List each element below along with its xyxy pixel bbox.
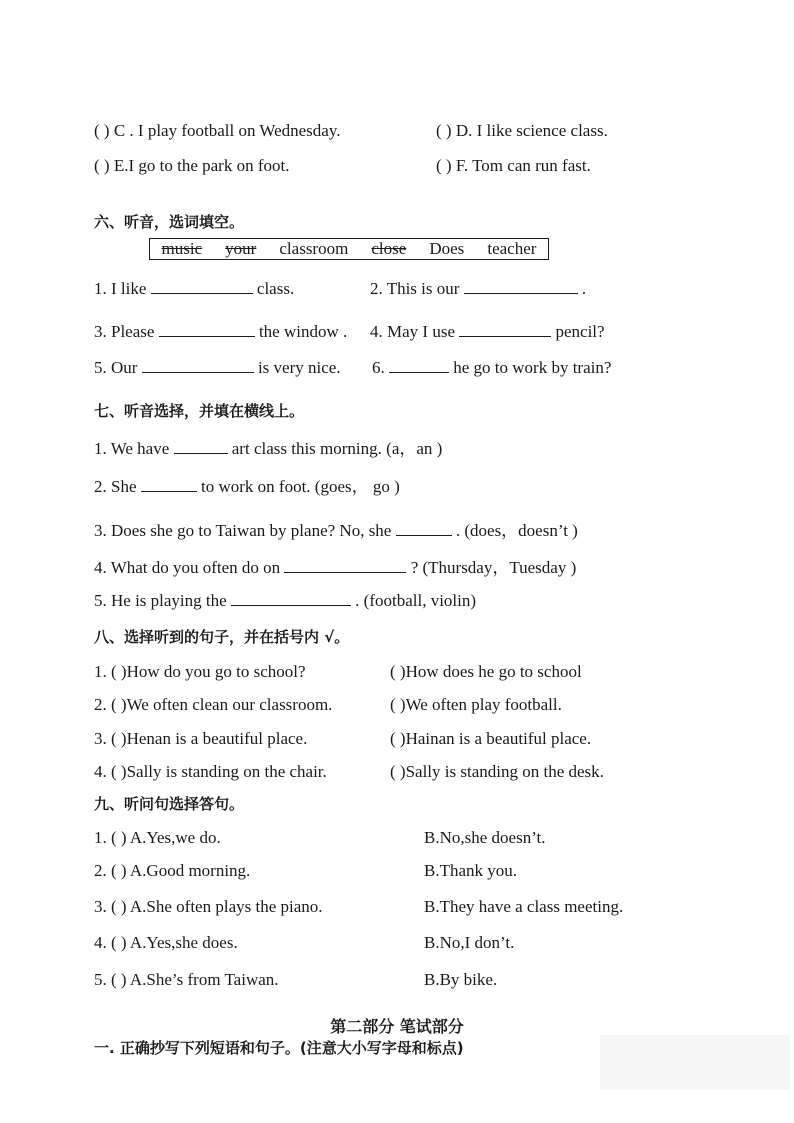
section-8-heading: 八、选择听到的句子，并在括号内 √。 [94,628,350,646]
s6-q5-text-a: 5. Our [94,358,138,377]
answer-blank[interactable] [231,591,351,606]
s6-q3-text-b: the window . [258,322,348,341]
option-c: ( ) C . I play football on Wednesday. [94,121,341,140]
s7-q2-text-b: to work on foot. (goes， go ) [201,477,400,496]
s7-question-4 [94,558,576,578]
answer-blank[interactable] [142,358,254,373]
s6-question-4 [370,322,605,342]
s6-q2-text-a: 2. This is our [370,279,460,298]
answer-blank[interactable] [151,279,253,294]
s9-row-4-b: B.No,I don’t. [424,933,515,952]
s6-q5-text-b: is very nice. [257,358,341,377]
s6-q3-text-a: 3. Please [94,322,155,341]
answer-blank[interactable] [159,322,255,337]
answer-blank[interactable] [459,322,551,337]
s6-q4-text-a: 4. May I use [370,322,455,341]
s7-q2-text-a: 2. She [94,477,137,496]
s8-row-1-a: 1. ( )How do you go to school? [94,662,306,681]
word-bank [149,238,549,260]
answer-blank[interactable] [464,279,578,294]
section-6-heading: 六、听音，选词填空。 [94,213,245,231]
word-does: Does [429,239,465,258]
s7-question-1 [94,439,442,459]
s7-q4-text-a: 4. What do you often do on [94,558,281,577]
s8-row-2-a: 2. ( )We often clean our classroom. [94,695,333,714]
s8-row-1-b: ( )How does he go to school [390,662,582,681]
s7-q1-text-a: 1. We have [94,439,170,458]
scan-shadow [600,1035,790,1090]
s6-q6-text-a: 6. [372,358,385,377]
s6-q1-text-b: class. [256,279,295,298]
s7-q4-text-b: ? (Thursday，Tuesday ) [410,558,577,577]
s6-question-2 [370,279,586,299]
section-9-heading: 九、听问句选择答句。 [94,795,245,813]
answer-blank[interactable] [141,477,197,492]
s9-row-2-a: 2. ( ) A.Good morning. [94,861,251,880]
s7-q3-text-b: . (does，doesn’t ) [455,521,578,540]
s8-row-4-b: ( )Sally is standing on the desk. [390,762,604,781]
answer-blank[interactable] [396,521,452,536]
s6-question-5 [94,358,341,378]
word-classroom: classroom [279,239,349,258]
answer-blank[interactable] [389,358,449,373]
word-your: your [225,239,257,258]
s6-question-1 [94,279,294,299]
s6-question-3 [94,322,347,342]
word-music: music [161,239,203,258]
s8-row-4-a: 4. ( )Sally is standing on the chair. [94,762,327,781]
answer-blank[interactable] [284,558,406,573]
option-e: ( ) E.I go to the park on foot. [94,156,290,175]
s9-row-5-a: 5. ( ) A.She’s from Taiwan. [94,970,279,989]
s9-row-1-b: B.No,she doesn’t. [424,828,546,847]
s7-question-3 [94,521,578,541]
s9-row-2-b: B.Thank you. [424,861,518,880]
s8-row-3-b: ( )Hainan is a beautiful place. [390,729,592,748]
word-teacher: teacher [487,239,537,258]
s6-q6-text-b: he go to work by train? [453,358,612,377]
s7-question-5 [94,591,476,611]
s6-q1-text-a: 1. I like [94,279,147,298]
s7-q5-text-b: . (football, violin) [355,591,477,610]
option-d: ( ) D. I like science class. [436,121,608,140]
s9-row-3-b: B.They have a class meeting. [424,897,624,916]
answer-blank[interactable] [174,439,228,454]
s9-row-1-a: 1. ( ) A.Yes,we do. [94,828,221,847]
s6-question-6 [372,358,611,378]
s9-row-3-a: 3. ( ) A.She often plays the piano. [94,897,323,916]
s6-q4-text-b: pencil? [555,322,605,341]
part-2-section-1-heading: 一. 正确抄写下列短语和句子。(注意大小写字母和标点) [94,1039,464,1057]
section-7-heading: 七、听音选择，并填在横线上。 [94,402,305,420]
s6-q2-text-b: . [581,279,587,298]
s8-row-2-b: ( )We often play football. [390,695,562,714]
s7-q3-text-a: 3. Does she go to Taiwan by plane? No, she [94,521,392,540]
part-2-title: 第二部分 笔试部分 [330,1017,464,1036]
s9-row-5-b: B.By bike. [424,970,498,989]
s7-question-2 [94,477,400,497]
s8-row-3-a: 3. ( )Henan is a beautiful place. [94,729,308,748]
s7-q1-text-b: art class this morning. (a，an ) [231,439,443,458]
word-close: close [371,239,407,258]
s7-q5-text-a: 5. He is playing the [94,591,227,610]
option-f: ( ) F. Tom can run fast. [436,156,591,175]
s9-row-4-a: 4. ( ) A.Yes,she does. [94,933,238,952]
